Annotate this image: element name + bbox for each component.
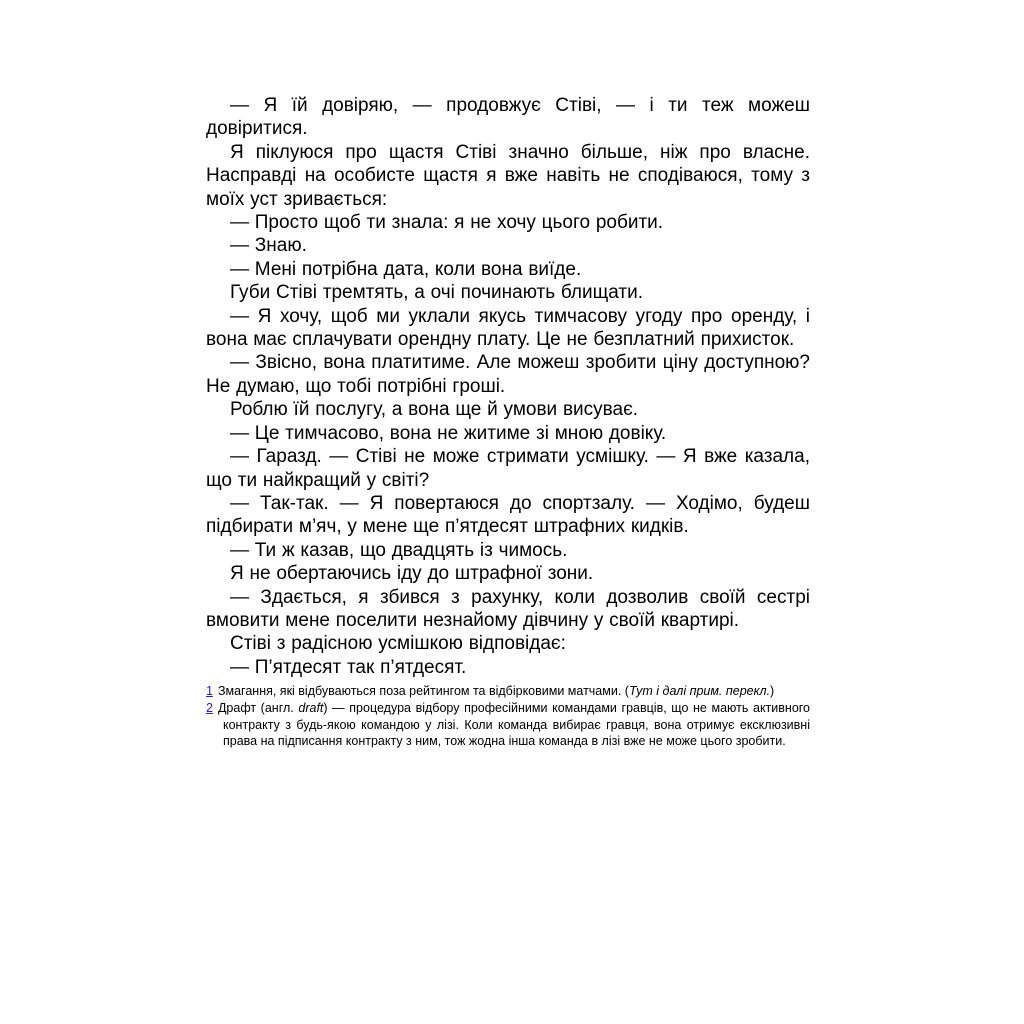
footnote — [206, 683, 810, 700]
paragraph: — Мені потрібна дата, коли вона виїде. — [230, 258, 582, 280]
page-text-block — [206, 94, 810, 750]
paragraph: — П’ятдесят так п’ятдесят. — [230, 656, 467, 678]
paragraph: — Я їй довіряю, — продовжує Стіві, — і ти теж можеш довіритися. — [206, 95, 810, 140]
footnotes-section — [206, 683, 810, 750]
paragraph: Я піклуюся про щастя Стіві значно більше, ніж про власне. Насправді на особисте щастя я вже навіть не сподіваюся, тому з моїх уст зривається: — [206, 141, 810, 210]
footnote-italic-text: Тут і далі прим. перекл. — [628, 684, 771, 699]
paragraph: — Звісно, вона платитиме. Але можеш зробити ціну доступною? Не думаю, що тобі потрібні гроші. — [206, 352, 810, 397]
footnote-number-link[interactable]: 2 — [206, 700, 213, 715]
paragraph: — Ти ж казав, що двадцять із чимось. — [230, 539, 568, 561]
paragraph: — Гаразд. — Стіві не може стримати усмішку. — Я вже казала, що ти найкращий у світі? — [206, 446, 810, 491]
paragraph: — Просто щоб ти знала: я не хочу цього робити. — [230, 212, 664, 234]
paragraph: — Так-так. — Я повертаюся до спортзалу. — Ходімо, будеш підбирати м’яч, у мене ще п’ятдесят штрафних кидків. — [206, 492, 810, 538]
footnote-italic-text: draft — [298, 700, 324, 715]
paragraph: Губи Стіві тремтять, а очі починають блищати. — [230, 282, 644, 304]
body-paragraphs — [206, 94, 810, 679]
footnote-text: ) — [770, 684, 775, 699]
footnote-number-link[interactable]: 1 — [206, 684, 213, 699]
paragraph: — Здається, я збився з рахунку, коли дозволив своїй сестрі вмовити мене поселити незнайому дівчину у своїй квартирі. — [206, 586, 810, 631]
footnote — [206, 700, 810, 750]
paragraph: Роблю їй послугу, а вона ще й умови висуває. — [230, 399, 639, 421]
footnote-text: ) — процедура відбору професійними командами гравців, що не мають активного контракту з будь-якою командою у лізі. Коли команда вибирає гравця, вона отримує ексклюзивні права на підписання контракту з ним, тож жодна інша команда в лізі вже не може цього зробити. — [223, 700, 811, 749]
paragraph: — Знаю. — [230, 235, 307, 257]
paragraph: — Це тимчасово, вона не житиме зі мною довіку. — [230, 422, 667, 444]
footnote-text: Змагання, які відбуваються поза рейтингом та відбірковими матчами. ( — [217, 684, 629, 699]
paragraph: Стіві з радісною усмішкою відповідає: — [230, 633, 566, 655]
paragraph: — Я хочу, щоб ми уклали якусь тимчасову угоду про оренду, і вона має сплачувати орендну плату. Це не безплатний прихисток. — [206, 305, 810, 351]
paragraph: Я не обертаючись іду до штрафної зони. — [230, 563, 594, 585]
footnote-text: Драфт (англ. — [217, 700, 299, 715]
